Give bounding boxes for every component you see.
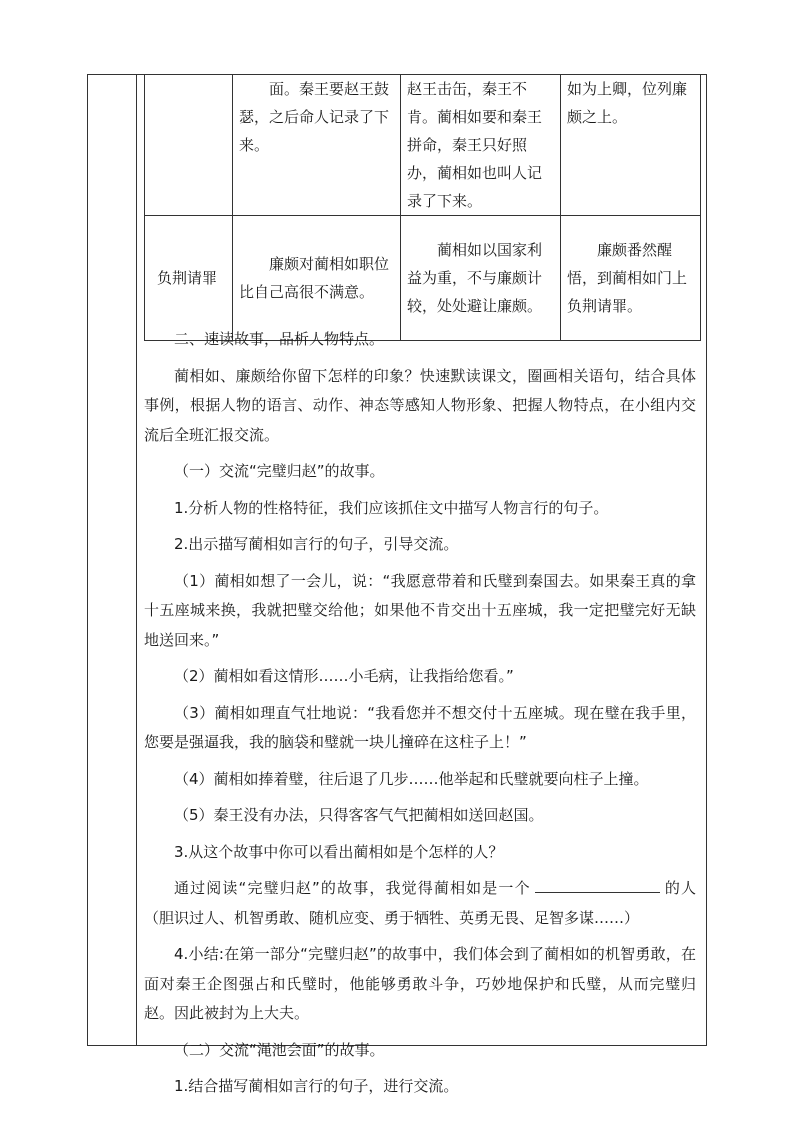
table-cell: 赵王击缶，秦王不肯。蔺相如要和秦王拼命，秦王只好照办，蔺相如也叫人记录了下来。 — [401, 75, 561, 216]
lesson-content — [144, 322, 696, 1106]
table-row-label: 负荆请罪 — [145, 216, 233, 341]
outer-column-divider — [136, 75, 137, 1045]
table-cell: 如为上卿，位列廉颇之上。 — [561, 75, 701, 216]
paragraph: 3.从这个故事中你可以看出蔺相如是个怎样的人？ — [174, 842, 504, 861]
paragraph: 1.分析人物的性格特征，我们应该抓住文中描写人物言行的句子。 — [174, 498, 609, 517]
subsection-heading: （二）交流“渑池会面”的故事。 — [174, 1040, 385, 1059]
summary-paragraph: 4.小结:在第一部分“完璧归赵”的故事中，我们体会到了蔺相如的机智勇敢，在面对秦王企图强占和氏璧时，他能够勇敢斗争，巧妙地保护和氏璧，从而完璧归赵。因此被封为上大夫。 — [144, 945, 696, 1022]
quote-item: （1）蔺相如想了一会儿，说：“我愿意带着和氏璧到秦国去。如果秦王真的拿十五座城来换，我就把璧交给他；如果他不肯交出十五座城，我一定把璧完好无缺地送回来。” — [144, 571, 696, 649]
quote-item: （5）秦王没有办法，只得客客气气把蔺相如送回赵国。 — [174, 806, 544, 824]
table-cell: 面。秦王要赵王鼓瑟，之后命人记录了下来。 — [233, 75, 401, 216]
table-cell: 蔺相如以国家利益为重，不与廉颇计较，处处避让廉颇。 — [401, 216, 561, 341]
fill-in-paragraph: 通过阅读“完璧归赵”的故事，我觉得蔺相如是一个 的人（胆识过人、机智勇敢、随机应变、勇于牺牲、英勇无畏、足智多谋……） — [144, 871, 696, 937]
fill-in-blank[interactable] — [535, 874, 660, 893]
paragraph: 1.结合描写蔺相如言行的句子，进行交流。 — [174, 1077, 459, 1095]
table-row — [145, 75, 701, 216]
paragraph: 蔺相如、廉颇给你留下怎样的印象？快速默读课文，圈画相关语句，结合具体事例，根据人物的语言、动作、神态等感知人物形象、把握人物特点，在小组内交流后全班汇报交流。 — [144, 366, 696, 444]
quote-item: （4）蔺相如捧着璧，往后退了几步……他举起和氏璧就要向柱子上撞。 — [174, 769, 649, 788]
story-summary-table — [144, 74, 701, 341]
table-cell-empty — [145, 75, 233, 216]
table-cell: 廉颇对蔺相如职位比自己高很不满意。 — [233, 216, 401, 341]
subsection-heading: （一）交流“完璧归赵”的故事。 — [174, 462, 385, 480]
section-heading: 二、速读故事，品析人物特点。 — [174, 330, 385, 348]
quote-item: （3）蔺相如理直气壮地说：“我看您并不想交付十五座城。现在璧在我手里，您要是强逼我，我的脑袋和璧就一块儿撞碎在这柱子上！” — [144, 703, 696, 751]
table-cell: 廉颇番然醒悟，到蔺相如门上负荆请罪。 — [561, 216, 701, 341]
quote-item: （2）蔺相如看这情形……小毛病，让我指给您看。” — [174, 667, 514, 685]
paragraph: 2.出示描写蔺相如言行的句子，引导交流。 — [174, 535, 459, 553]
